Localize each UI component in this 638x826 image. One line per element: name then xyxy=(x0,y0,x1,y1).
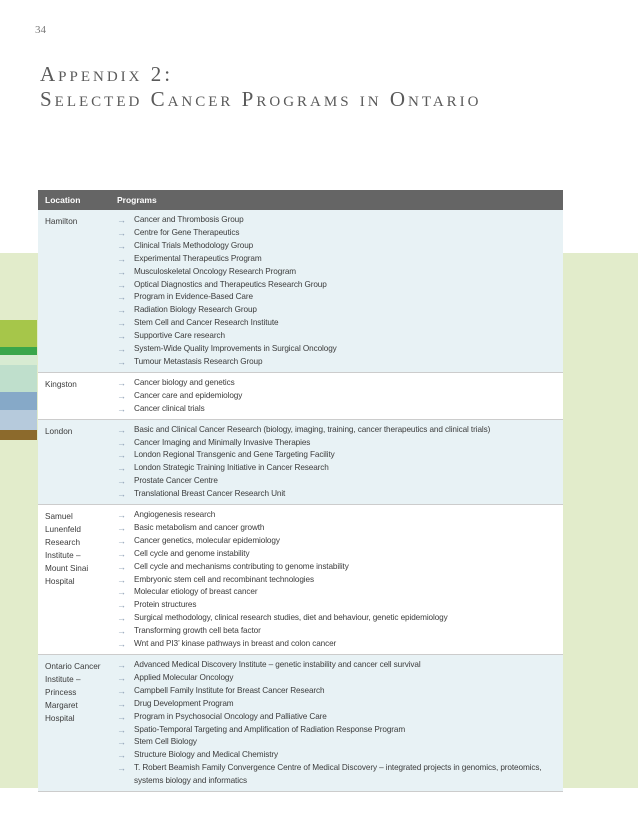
program-name: London Regional Transgenic and Gene Targeting Facility xyxy=(134,450,335,460)
arrow-right-icon: → xyxy=(117,305,126,316)
program-name: Drug Development Program xyxy=(134,698,234,708)
location-line: London xyxy=(45,426,73,436)
program-item xyxy=(117,437,559,450)
location-line: Mount Sinai xyxy=(45,564,89,574)
location-cell xyxy=(38,655,111,791)
program-item xyxy=(117,509,559,522)
program-item xyxy=(117,291,559,304)
program-item xyxy=(117,424,559,437)
page-number: 34 xyxy=(35,24,46,36)
arrow-right-icon: → xyxy=(117,613,126,624)
arrow-right-icon: → xyxy=(117,510,126,521)
program-item xyxy=(117,638,559,651)
program-item xyxy=(117,240,559,253)
program-item xyxy=(117,724,559,737)
table-row xyxy=(38,420,563,505)
program-item xyxy=(117,253,559,266)
program-name: Basic metabolism and cancer growth xyxy=(134,522,265,532)
program-name: Centre for Gene Therapeutics xyxy=(134,227,240,237)
arrow-right-icon: → xyxy=(117,240,126,251)
location-line: Lunenfeld xyxy=(45,525,81,535)
program-name: System-Wide Quality Improvements in Surgical Oncology xyxy=(134,344,337,354)
location-cell xyxy=(38,210,111,372)
programs-list xyxy=(111,420,563,504)
arrow-right-icon: → xyxy=(117,403,126,414)
location-cell xyxy=(38,505,111,654)
program-name: Radiation Biology Research Group xyxy=(134,305,257,315)
table-body xyxy=(38,210,563,792)
arrow-right-icon: → xyxy=(117,489,126,500)
color-swatch xyxy=(0,320,37,347)
location-line: Research xyxy=(45,538,81,548)
title-line-1: Appendix 2: xyxy=(40,62,174,86)
program-name: Prostate Cancer Centre xyxy=(134,476,218,486)
program-item xyxy=(117,227,559,240)
arrow-right-icon: → xyxy=(117,344,126,355)
location-line: Hospital xyxy=(45,714,75,723)
location-line: Hospital xyxy=(45,577,75,587)
arrow-right-icon: → xyxy=(117,450,126,461)
program-name: Supportive Care research xyxy=(134,331,225,341)
arrow-right-icon: → xyxy=(117,266,126,277)
program-item xyxy=(117,749,559,762)
location-line: Princess xyxy=(45,688,77,697)
program-item xyxy=(117,214,559,227)
program-item xyxy=(117,561,559,574)
program-item xyxy=(117,449,559,462)
arrow-right-icon: → xyxy=(117,574,126,585)
program-item xyxy=(117,304,559,317)
arrow-right-icon: → xyxy=(117,698,126,709)
program-item xyxy=(117,390,559,403)
program-item xyxy=(117,330,559,343)
program-name: Advanced Medical Discovery Institute – genetic instability and cancer cell survival xyxy=(134,660,421,669)
program-name: Translational Breast Cancer Research Unit xyxy=(134,489,286,499)
program-name: Structure Biology and Medical Chemistry xyxy=(134,750,278,760)
table-row xyxy=(38,505,563,655)
program-name: Cancer genetics, molecular epidemiology xyxy=(134,535,280,545)
arrow-right-icon: → xyxy=(117,318,126,329)
color-swatch xyxy=(0,347,37,355)
table-row xyxy=(38,373,563,420)
title-line-2: Selected Cancer Programs in Ontario xyxy=(40,87,482,111)
program-item xyxy=(117,599,559,612)
program-name: Optical Diagnostics and Therapeutics Research Group xyxy=(134,279,327,289)
table-row xyxy=(38,655,563,792)
arrow-right-icon: → xyxy=(117,522,126,533)
program-name: Clinical Trials Methodology Group xyxy=(134,240,254,250)
programs-list xyxy=(111,373,563,419)
program-name: Angiogenesis research xyxy=(134,510,216,520)
arrow-right-icon: → xyxy=(117,660,126,670)
location-cell xyxy=(38,373,111,419)
page-title xyxy=(40,62,482,112)
arrow-right-icon: → xyxy=(117,626,126,637)
arrow-right-icon: → xyxy=(117,390,126,401)
program-item xyxy=(117,535,559,548)
program-item xyxy=(117,672,559,685)
program-name: London Strategic Training Initiative in Cancer Research xyxy=(134,463,329,473)
arrow-right-icon: → xyxy=(117,600,126,611)
arrow-right-icon: → xyxy=(117,763,126,774)
program-item xyxy=(117,548,559,561)
program-name: Tumour Metastasis Research Group xyxy=(134,356,263,366)
arrow-right-icon: → xyxy=(117,356,126,367)
program-name: Musculoskeletal Oncology Research Program xyxy=(134,266,296,276)
arrow-right-icon: → xyxy=(117,535,126,546)
programs-list xyxy=(111,655,563,791)
program-name: Wnt and PI3’ kinase pathways in breast and colon cancer xyxy=(134,639,337,649)
programs-list xyxy=(111,210,563,372)
arrow-right-icon: → xyxy=(117,253,126,264)
program-name: Cancer Imaging and Minimally Invasive Therapies xyxy=(134,437,311,447)
program-item xyxy=(117,574,559,587)
arrow-right-icon: → xyxy=(117,737,126,748)
color-swatch xyxy=(0,430,37,440)
arrow-right-icon: → xyxy=(117,750,126,761)
program-name: Stem Cell Biology xyxy=(134,737,197,747)
location-line: Institute – xyxy=(45,551,81,561)
arrow-right-icon: → xyxy=(117,672,126,683)
program-item xyxy=(117,462,559,475)
color-swatch xyxy=(0,410,37,430)
program-item xyxy=(117,356,559,369)
color-swatch xyxy=(0,365,37,392)
arrow-right-icon: → xyxy=(117,215,126,225)
program-name: Stem Cell and Cancer Research Institute xyxy=(134,318,279,328)
program-name: Cancer and Thrombosis Group xyxy=(134,215,244,224)
program-name: Surgical methodology, clinical research studies, diet and behaviour, genetic epidemiology xyxy=(134,613,448,623)
program-name: Cancer biology and genetics xyxy=(134,377,235,387)
location-line: Samuel xyxy=(45,512,73,522)
location-cell xyxy=(38,420,111,504)
program-item xyxy=(117,522,559,535)
arrow-right-icon: → xyxy=(117,331,126,342)
programs-table xyxy=(38,190,563,792)
color-swatch xyxy=(0,355,37,365)
arrow-right-icon: → xyxy=(117,685,126,696)
arrow-right-icon: → xyxy=(117,724,126,735)
program-item xyxy=(117,762,559,788)
program-item xyxy=(117,279,559,292)
header-programs: Programs xyxy=(117,195,157,205)
table-row xyxy=(38,210,563,373)
arrow-right-icon: → xyxy=(117,548,126,559)
location-line: Institute – xyxy=(45,675,81,684)
program-name: Embryonic stem cell and recombinant technologies xyxy=(134,574,314,584)
location-line: Margaret xyxy=(45,701,78,710)
program-name: Transforming growth cell beta factor xyxy=(134,626,261,636)
table-header xyxy=(38,190,563,210)
arrow-right-icon: → xyxy=(117,292,126,303)
program-name: Experimental Therapeutics Program xyxy=(134,253,262,263)
program-item xyxy=(117,586,559,599)
program-name: Program in Evidence-Based Care xyxy=(134,292,253,302)
arrow-right-icon: → xyxy=(117,639,126,650)
arrow-right-icon: → xyxy=(117,711,126,722)
arrow-right-icon: → xyxy=(117,463,126,474)
program-item xyxy=(117,711,559,724)
arrow-right-icon: → xyxy=(117,377,126,388)
arrow-right-icon: → xyxy=(117,587,126,598)
program-item xyxy=(117,343,559,356)
location-line: Hamilton xyxy=(45,217,78,226)
program-item xyxy=(117,377,559,390)
program-name: Cancer care and epidemiology xyxy=(134,390,243,400)
program-item xyxy=(117,317,559,330)
program-name: Program in Psychosocial Oncology and Palliative Care xyxy=(134,711,327,721)
program-name: Basic and Clinical Cancer Research (biology, imaging, training, cancer therapeutics and clinical trials) xyxy=(134,424,491,434)
program-name: Molecular etiology of breast cancer xyxy=(134,587,258,597)
program-name: Campbell Family Institute for Breast Cancer Research xyxy=(134,685,325,695)
program-item xyxy=(117,625,559,638)
program-item xyxy=(117,475,559,488)
program-name: Cancer clinical trials xyxy=(134,403,205,413)
program-item xyxy=(117,698,559,711)
program-name: Cell cycle and genome instability xyxy=(134,548,250,558)
arrow-right-icon: → xyxy=(117,424,126,435)
program-name: Cell cycle and mechanisms contributing to genome instability xyxy=(134,561,349,571)
location-line: Ontario Cancer xyxy=(45,662,101,671)
program-item xyxy=(117,403,559,416)
program-item xyxy=(117,659,559,672)
arrow-right-icon: → xyxy=(117,279,126,290)
arrow-right-icon: → xyxy=(117,476,126,487)
program-name: Spatio-Temporal Targeting and Amplification of Radiation Response Program xyxy=(134,724,406,734)
arrow-right-icon: → xyxy=(117,227,126,238)
program-name: Protein structures xyxy=(134,600,197,610)
program-item xyxy=(117,488,559,501)
arrow-right-icon: → xyxy=(117,437,126,448)
color-swatch xyxy=(0,392,37,410)
program-item xyxy=(117,612,559,625)
arrow-right-icon: → xyxy=(117,561,126,572)
program-item xyxy=(117,266,559,279)
program-item xyxy=(117,685,559,698)
program-name: Applied Molecular Oncology xyxy=(134,672,234,682)
location-line: Kingston xyxy=(45,379,77,389)
header-location: Location xyxy=(45,195,81,205)
programs-list xyxy=(111,505,563,654)
program-item xyxy=(117,736,559,749)
program-name: T. Robert Beamish Family Convergence Centre of Medical Discovery – integrated projects in genomics, proteomics, systems biology and informatics xyxy=(134,763,542,786)
